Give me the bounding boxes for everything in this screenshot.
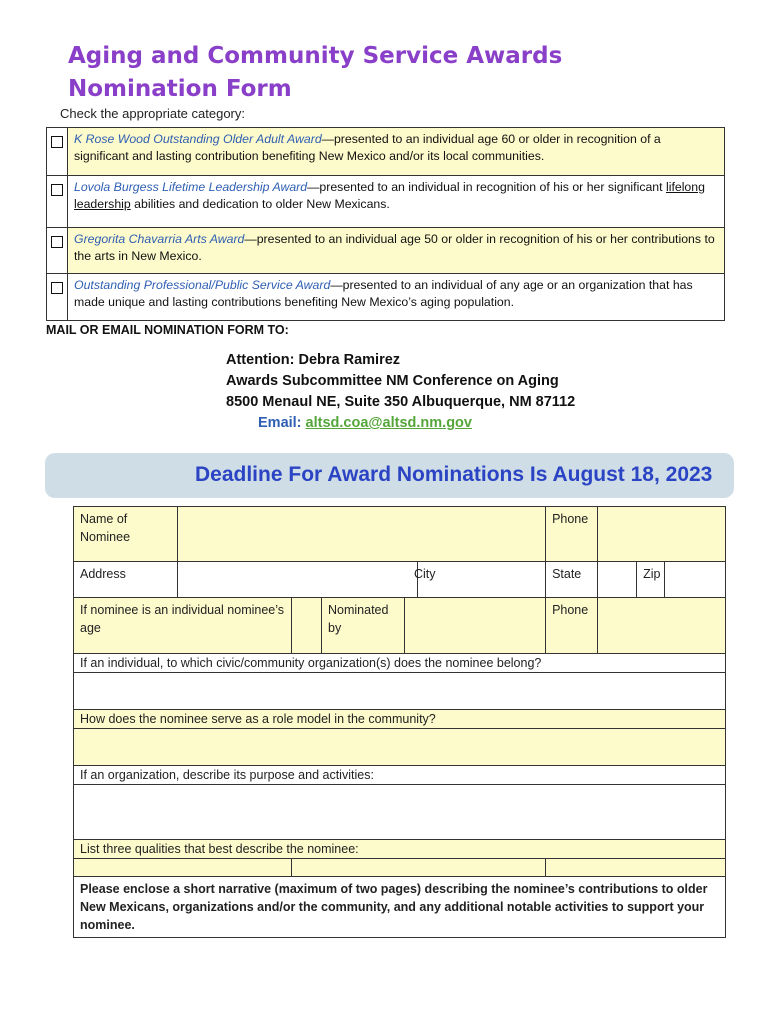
- award-desc-underlined: lifelong leadership: [74, 180, 705, 211]
- award-desc: —presented to an individual of any age or an organization that has made unique and lasting contributions benefiting New Mexico’s aging population.: [74, 278, 693, 309]
- form-row-a-org: [74, 673, 726, 710]
- form-row-a-role: [74, 729, 726, 766]
- address-field[interactable]: [178, 562, 418, 598]
- form-row-q-role: [74, 710, 726, 729]
- title-line-1: Aging and Community Service Awards: [68, 43, 563, 69]
- address-subcommittee: Awards Subcommittee NM Conference on Aging: [226, 373, 559, 389]
- nominated-by-field[interactable]: [405, 598, 546, 654]
- age-field[interactable]: [292, 598, 322, 654]
- award-name: Lovola Burgess Lifetime Leadership Award: [74, 180, 308, 194]
- category-description: [68, 128, 725, 176]
- form-row-a-purpose: [74, 785, 726, 840]
- phone2-label: Phone: [546, 598, 598, 654]
- award-name: Gregorita Chavarria Arts Award: [74, 232, 245, 246]
- deadline-banner: [45, 453, 734, 498]
- quality-field-1[interactable]: [74, 859, 292, 877]
- age-label: If nominee is an individual nominee’s age: [74, 598, 292, 654]
- category-row: [47, 228, 725, 274]
- category-checkbox-cell: [47, 274, 68, 321]
- category-checkbox-older-adult[interactable]: [51, 136, 63, 148]
- answer-role-model[interactable]: [74, 729, 726, 766]
- award-desc: —presented to an individual age 60 or older in recognition of a significant and lasting contribution benefiting New Mexico and/or its local communities.: [74, 132, 661, 163]
- category-checkbox-public-service[interactable]: [51, 282, 63, 294]
- form-row-q-org: [74, 654, 726, 673]
- city-cell[interactable]: [414, 562, 546, 598]
- mailing-address: [226, 350, 575, 434]
- category-checkbox-cell: [47, 176, 68, 228]
- category-checkbox-cell: [47, 228, 68, 274]
- answer-organization[interactable]: [74, 673, 726, 710]
- question-purpose: If an organization, describe its purpose and activities:: [74, 766, 726, 785]
- quality-field-2[interactable]: [292, 859, 546, 877]
- form-row-q-purpose: [74, 766, 726, 785]
- nominator-phone-field[interactable]: [598, 598, 726, 654]
- phone-label: Phone: [546, 507, 598, 562]
- question-role-model: How does the nominee serve as a role model in the community?: [74, 710, 726, 729]
- zip-field[interactable]: [665, 562, 726, 598]
- narrative-instruction: Please enclose a short narrative (maximum of two pages) describing the nominee’s contributions to older New Mexicans, organizations and/or the community, and any additional notable activities to support your nominee.: [74, 877, 726, 938]
- check-category-instruction: Check the appropriate category:: [60, 106, 245, 121]
- question-organization: If an individual, to which civic/community organization(s) does the nominee belong?: [74, 654, 726, 673]
- city-label: City: [414, 567, 436, 581]
- nominee-name-field[interactable]: [178, 507, 546, 562]
- nominated-by-label: Nominated by: [322, 598, 405, 654]
- form-row-address: [74, 562, 726, 598]
- category-row: [47, 128, 725, 176]
- form-row-a-qualities: [74, 859, 726, 877]
- state-field[interactable]: [598, 562, 637, 598]
- category-checkbox-leadership[interactable]: [51, 184, 63, 196]
- state-label: State: [546, 562, 598, 598]
- address-attention: Attention: Debra Ramirez: [226, 352, 401, 368]
- award-name: K Rose Wood Outstanding Older Adult Award: [74, 132, 322, 146]
- email-label: Email:: [258, 415, 306, 431]
- category-description: [68, 274, 725, 321]
- question-qualities: List three qualities that best describe the nominee:: [74, 840, 726, 859]
- form-row-name: [74, 507, 726, 562]
- quality-field-3[interactable]: [546, 859, 726, 877]
- category-description: [68, 176, 725, 228]
- answer-purpose[interactable]: [74, 785, 726, 840]
- nominee-phone-field[interactable]: [598, 507, 726, 562]
- form-row-narrative: [74, 877, 726, 938]
- form-title: [68, 40, 562, 106]
- title-line-2: Nomination Form: [68, 76, 292, 102]
- address-label: Address: [74, 562, 178, 598]
- nomination-form-table: [73, 506, 726, 938]
- award-desc: —presented to an individual age 50 or older in recognition of his or her contributions to the arts in New Mexico.: [74, 232, 715, 263]
- form-row-age: [74, 598, 726, 654]
- award-desc: —presented to an individual in recognition of his or her significant: [307, 180, 666, 194]
- category-row: [47, 176, 725, 228]
- category-checkbox-cell: [47, 128, 68, 176]
- mail-heading: MAIL OR EMAIL NOMINATION FORM TO:: [46, 323, 289, 337]
- category-description: [68, 228, 725, 274]
- category-checkbox-arts[interactable]: [51, 236, 63, 248]
- deadline-text: Deadline For Award Nominations Is August 18, 2023: [195, 463, 713, 486]
- award-desc: abilities and dedication to older New Mexicans.: [130, 197, 390, 211]
- award-name: Outstanding Professional/Public Service Award: [74, 278, 331, 292]
- zip-label: Zip: [637, 562, 665, 598]
- name-label: Name of Nominee: [74, 507, 178, 562]
- category-row: [47, 274, 725, 321]
- award-category-table: [46, 127, 725, 321]
- form-row-q-qualities: [74, 840, 726, 859]
- address-street: 8500 Menaul NE, Suite 350 Albuquerque, NM 87112: [226, 394, 576, 410]
- email-line: [226, 413, 575, 434]
- email-link[interactable]: altsd.coa@altsd.nm.gov: [305, 415, 472, 431]
